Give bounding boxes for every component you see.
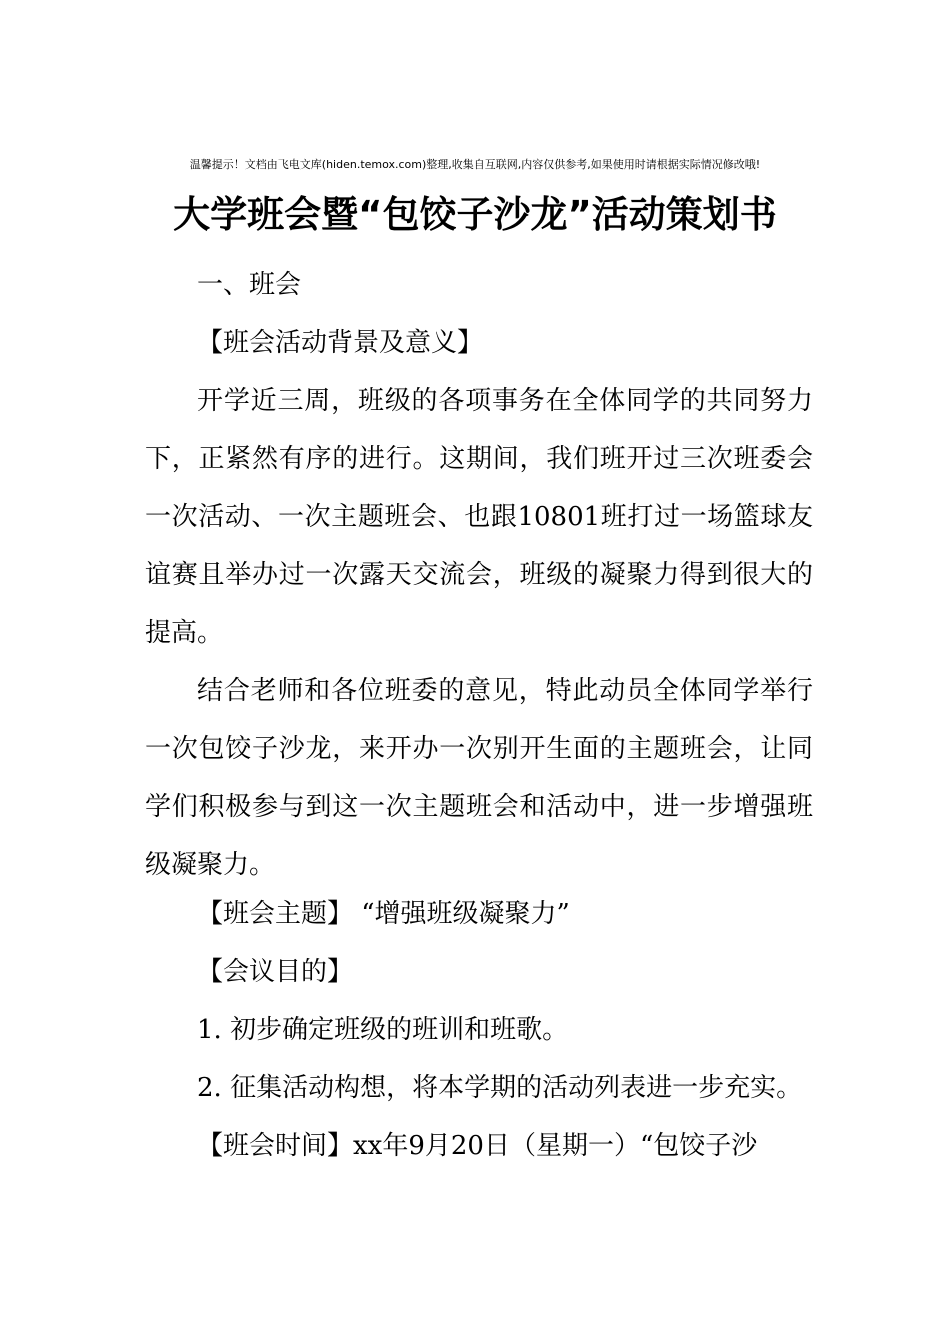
purpose-item: 2. 征集活动构想，将本学期的活动列表进一步充实。: [197, 1073, 803, 1103]
purpose-item: 1. 初步确定班级的班训和班歌。: [197, 1015, 569, 1045]
background-heading: 【班会活动背景及意义】: [197, 328, 484, 358]
download-notice: 温馨提示！文档由飞电文库(hiden.temox.com)整理,收集自互联网,内容仅供参考,如果使用时请根据实际情况修改哦!: [189, 158, 761, 171]
paragraph-motivation: 结合老师和各位班委的意见，特此动员全体同学举行一次包饺子沙龙，来开办一次别开生面的主题班会，让同学们积极参与到这一次主题班会和活动中，进一步增强班级凝聚力。: [145, 676, 813, 880]
paragraph-background: 开学近三周，班级的各项事务在全体同学的共同努力下，正紧然有序的进行。这期间，我们班开过三次班委会一次活动、一次主题班会、也跟10801班打过一场篮球友谊赛且举办过一次露天交流会，班级的凝聚力得到很大的提高。: [145, 386, 813, 648]
theme-line: 【班会主题】 “增强班级凝聚力”: [197, 899, 570, 929]
document-title: 大学班会暨“包饺子沙龙”活动策划书: [173, 193, 777, 236]
purpose-heading: 【会议目的】: [197, 957, 354, 987]
section-heading: 一、班会: [197, 270, 302, 300]
time-line: 【班会时间】xx年9月20日（星期一）“包饺子沙: [197, 1131, 758, 1161]
